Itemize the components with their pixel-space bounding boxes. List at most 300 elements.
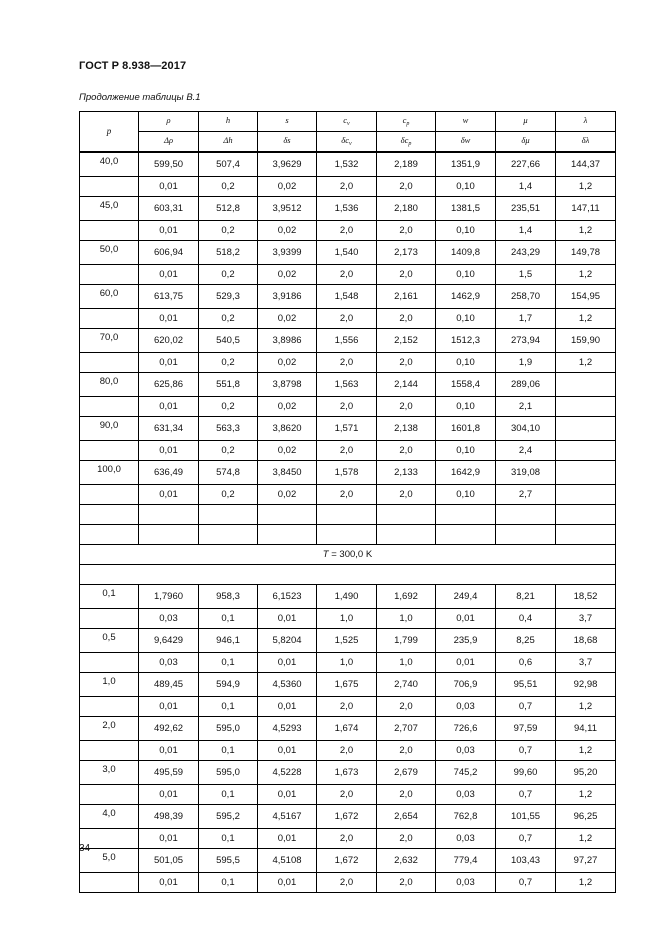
value-cell: 95,51 bbox=[496, 673, 556, 697]
value-cell: 631,34 bbox=[139, 417, 199, 441]
uncertainty-cell: 0,2 bbox=[199, 397, 258, 417]
value-cell: 595,2 bbox=[199, 805, 258, 829]
empty-row bbox=[80, 505, 616, 525]
uncertainty-cell: 2,0 bbox=[317, 829, 377, 849]
value-cell: 529,3 bbox=[199, 285, 258, 309]
uncertainty-cell: 0,01 bbox=[139, 697, 199, 717]
pressure-cell: 100,0 bbox=[80, 461, 139, 485]
uncertainty-cell: 1,0 bbox=[317, 653, 377, 673]
table-row bbox=[80, 285, 616, 309]
header-row-quantities bbox=[80, 112, 616, 132]
uncertainty-cell: 0,10 bbox=[436, 221, 496, 241]
uncertainty-cell: 0,2 bbox=[199, 265, 258, 285]
column-header: μ bbox=[496, 112, 556, 132]
uncertainty-cell: 2,1 bbox=[496, 397, 556, 417]
value-cell: 2,632 bbox=[377, 849, 436, 873]
uncertainty-cell: 0,7 bbox=[496, 785, 556, 805]
uncertainty-cell: 2,7 bbox=[496, 485, 556, 505]
pressure-cell: 3,0 bbox=[80, 761, 139, 785]
column-header: ρ bbox=[139, 112, 199, 132]
table-row bbox=[80, 373, 616, 397]
uncertainty-cell: 2,0 bbox=[377, 829, 436, 849]
table-row bbox=[80, 585, 616, 609]
empty-pressure-cell bbox=[80, 221, 139, 241]
uncertainty-cell: 1,9 bbox=[496, 353, 556, 373]
uncertainty-cell: 2,0 bbox=[317, 441, 377, 461]
uncertainty-row bbox=[80, 221, 616, 241]
value-cell: 1,672 bbox=[317, 849, 377, 873]
value-cell: 1642,9 bbox=[436, 461, 496, 485]
uncertainty-row bbox=[80, 177, 616, 197]
column-header-uncertainty: δμ bbox=[496, 132, 556, 153]
value-cell: 636,49 bbox=[139, 461, 199, 485]
uncertainty-cell: 1,2 bbox=[556, 697, 616, 717]
value-cell: 603,31 bbox=[139, 197, 199, 221]
uncertainty-cell: 0,03 bbox=[139, 653, 199, 673]
empty-pressure-cell bbox=[80, 485, 139, 505]
uncertainty-row bbox=[80, 653, 616, 673]
column-header-p: p bbox=[80, 112, 139, 153]
column-header-uncertainty: δλ bbox=[556, 132, 616, 153]
uncertainty-cell: 1,2 bbox=[556, 785, 616, 805]
table-row bbox=[80, 761, 616, 785]
value-cell: 5,8204 bbox=[258, 629, 317, 653]
value-cell: 551,8 bbox=[199, 373, 258, 397]
uncertainty-cell: 0,02 bbox=[258, 221, 317, 241]
uncertainty-cell: 0,01 bbox=[258, 873, 317, 893]
uncertainty-cell: 0,02 bbox=[258, 485, 317, 505]
empty-rows bbox=[80, 505, 616, 585]
uncertainty-cell: 0,01 bbox=[258, 609, 317, 629]
value-cell: 144,37 bbox=[556, 152, 616, 177]
value-cell: 599,50 bbox=[139, 152, 199, 177]
value-cell: 9,6429 bbox=[139, 629, 199, 653]
uncertainty-row bbox=[80, 829, 616, 849]
value-cell: 2,144 bbox=[377, 373, 436, 397]
value-cell: 489,45 bbox=[139, 673, 199, 697]
uncertainty-cell: 2,0 bbox=[377, 697, 436, 717]
pressure-cell: 1,0 bbox=[80, 673, 139, 697]
uncertainty-cell: 0,4 bbox=[496, 609, 556, 629]
uncertainty-cell: 1,2 bbox=[556, 873, 616, 893]
uncertainty-cell: 0,7 bbox=[496, 873, 556, 893]
empty-pressure-cell bbox=[80, 609, 139, 629]
column-header-uncertainty: Δρ bbox=[139, 132, 199, 153]
uncertainty-cell: 0,01 bbox=[436, 609, 496, 629]
value-cell: 1,490 bbox=[317, 585, 377, 609]
value-cell: 512,8 bbox=[199, 197, 258, 221]
value-cell: 594,9 bbox=[199, 673, 258, 697]
empty-pressure-cell bbox=[80, 697, 139, 717]
uncertainty-cell: 2,4 bbox=[496, 441, 556, 461]
value-cell: 1462,9 bbox=[436, 285, 496, 309]
uncertainty-cell bbox=[556, 485, 616, 505]
pressure-cell: 4,0 bbox=[80, 805, 139, 829]
uncertainty-cell: 2,0 bbox=[377, 397, 436, 417]
pressure-cell: 90,0 bbox=[80, 417, 139, 441]
uncertainty-cell: 0,6 bbox=[496, 653, 556, 673]
uncertainty-cell: 1,5 bbox=[496, 265, 556, 285]
uncertainty-row bbox=[80, 441, 616, 461]
column-header: s bbox=[258, 112, 317, 132]
uncertainty-cell: 2,0 bbox=[317, 353, 377, 373]
column-header-uncertainty: $\delta c_p$ bbox=[377, 132, 436, 153]
value-cell: 4,5293 bbox=[258, 717, 317, 741]
value-cell bbox=[556, 373, 616, 397]
value-cell: 18,52 bbox=[556, 585, 616, 609]
value-cell: 1,799 bbox=[377, 629, 436, 653]
uncertainty-cell: 0,01 bbox=[258, 785, 317, 805]
uncertainty-cell: 2,0 bbox=[377, 353, 436, 373]
uncertainty-cell: 1,2 bbox=[556, 221, 616, 241]
uncertainty-cell: 0,03 bbox=[139, 609, 199, 629]
uncertainty-cell: 0,10 bbox=[436, 353, 496, 373]
uncertainty-cell: 2,0 bbox=[377, 265, 436, 285]
value-cell: 2,654 bbox=[377, 805, 436, 829]
uncertainty-row bbox=[80, 873, 616, 893]
uncertainty-cell: 0,01 bbox=[139, 441, 199, 461]
uncertainty-cell: 2,0 bbox=[317, 309, 377, 329]
empty-pressure-cell bbox=[80, 353, 139, 373]
uncertainty-cell: 0,2 bbox=[199, 309, 258, 329]
value-cell: 4,5360 bbox=[258, 673, 317, 697]
uncertainty-cell bbox=[556, 397, 616, 417]
value-cell: 2,152 bbox=[377, 329, 436, 353]
uncertainty-cell: 0,02 bbox=[258, 265, 317, 285]
value-cell bbox=[556, 417, 616, 441]
column-header: h bbox=[199, 112, 258, 132]
page-number: 34 bbox=[79, 843, 91, 854]
uncertainty-cell: 2,0 bbox=[317, 265, 377, 285]
uncertainty-cell: 0,01 bbox=[139, 397, 199, 417]
uncertainty-row bbox=[80, 697, 616, 717]
data-table bbox=[79, 111, 616, 893]
uncertainty-cell: 0,03 bbox=[436, 829, 496, 849]
value-cell: 3,9399 bbox=[258, 241, 317, 265]
value-cell: 1,673 bbox=[317, 761, 377, 785]
value-cell: 1,536 bbox=[317, 197, 377, 221]
uncertainty-cell: 0,2 bbox=[199, 485, 258, 505]
value-cell: 319,08 bbox=[496, 461, 556, 485]
uncertainty-cell: 0,03 bbox=[436, 697, 496, 717]
uncertainty-cell: 1,2 bbox=[556, 829, 616, 849]
empty-row bbox=[80, 525, 616, 545]
column-header: λ bbox=[556, 112, 616, 132]
uncertainty-cell: 0,1 bbox=[199, 697, 258, 717]
uncertainty-cell: 2,0 bbox=[377, 177, 436, 197]
value-cell: 304,10 bbox=[496, 417, 556, 441]
empty-pressure-cell bbox=[80, 397, 139, 417]
uncertainty-cell: 0,10 bbox=[436, 309, 496, 329]
uncertainty-cell: 1,4 bbox=[496, 221, 556, 241]
uncertainty-cell: 2,0 bbox=[317, 177, 377, 197]
header-row-uncertainties bbox=[80, 132, 616, 153]
uncertainty-cell: 0,1 bbox=[199, 653, 258, 673]
column-header-uncertainty: δs bbox=[258, 132, 317, 153]
uncertainty-cell: 0,01 bbox=[139, 309, 199, 329]
uncertainty-row bbox=[80, 741, 616, 761]
table-row bbox=[80, 805, 616, 829]
uncertainty-cell: 0,01 bbox=[258, 697, 317, 717]
value-cell: 2,180 bbox=[377, 197, 436, 221]
table-row bbox=[80, 241, 616, 265]
uncertainty-cell: 1,2 bbox=[556, 309, 616, 329]
uncertainty-cell bbox=[556, 441, 616, 461]
value-cell: 1558,4 bbox=[436, 373, 496, 397]
uncertainty-cell: 0,10 bbox=[436, 177, 496, 197]
uncertainty-cell: 2,0 bbox=[317, 221, 377, 241]
uncertainty-cell: 2,0 bbox=[377, 785, 436, 805]
table-row bbox=[80, 673, 616, 697]
uncertainty-row bbox=[80, 265, 616, 285]
uncertainty-cell: 0,03 bbox=[436, 741, 496, 761]
empty-pressure-cell bbox=[80, 177, 139, 197]
value-cell: 958,3 bbox=[199, 585, 258, 609]
value-cell: 498,39 bbox=[139, 805, 199, 829]
uncertainty-cell: 0,1 bbox=[199, 829, 258, 849]
value-cell: 154,95 bbox=[556, 285, 616, 309]
pressure-cell: 0,5 bbox=[80, 629, 139, 653]
value-cell: 3,8986 bbox=[258, 329, 317, 353]
uncertainty-cell: 0,2 bbox=[199, 353, 258, 373]
uncertainty-cell: 0,01 bbox=[139, 265, 199, 285]
empty-row bbox=[80, 565, 616, 585]
uncertainty-cell: 1,4 bbox=[496, 177, 556, 197]
uncertainty-cell: 1,2 bbox=[556, 177, 616, 197]
uncertainty-cell: 0,1 bbox=[199, 873, 258, 893]
value-cell: 501,05 bbox=[139, 849, 199, 873]
value-cell: 8,25 bbox=[496, 629, 556, 653]
uncertainty-cell: 0,01 bbox=[139, 221, 199, 241]
value-cell: 3,8450 bbox=[258, 461, 317, 485]
uncertainty-cell: 0,2 bbox=[199, 177, 258, 197]
uncertainty-cell: 2,0 bbox=[317, 397, 377, 417]
value-cell: 18,68 bbox=[556, 629, 616, 653]
uncertainty-cell: 1,0 bbox=[377, 653, 436, 673]
value-cell: 1,525 bbox=[317, 629, 377, 653]
value-cell: 625,86 bbox=[139, 373, 199, 397]
value-cell: 2,133 bbox=[377, 461, 436, 485]
uncertainty-cell: 0,7 bbox=[496, 741, 556, 761]
value-cell: 97,27 bbox=[556, 849, 616, 873]
value-cell: 103,43 bbox=[496, 849, 556, 873]
value-cell: 249,4 bbox=[436, 585, 496, 609]
pressure-cell: 5,0 bbox=[80, 849, 139, 873]
value-cell: 2,161 bbox=[377, 285, 436, 309]
value-cell: 1,571 bbox=[317, 417, 377, 441]
value-cell: 1,548 bbox=[317, 285, 377, 309]
value-cell: 92,98 bbox=[556, 673, 616, 697]
value-cell: 620,02 bbox=[139, 329, 199, 353]
table-row bbox=[80, 197, 616, 221]
pressure-cell: 60,0 bbox=[80, 285, 139, 309]
value-cell: 2,740 bbox=[377, 673, 436, 697]
uncertainty-cell: 0,01 bbox=[258, 741, 317, 761]
value-cell: 2,138 bbox=[377, 417, 436, 441]
table-body-group-1 bbox=[80, 152, 616, 505]
value-cell: 96,25 bbox=[556, 805, 616, 829]
uncertainty-cell: 0,01 bbox=[139, 873, 199, 893]
table-body-group-2 bbox=[80, 585, 616, 893]
column-header: $c_p$ bbox=[377, 112, 436, 132]
value-cell: 2,173 bbox=[377, 241, 436, 265]
value-cell: 762,8 bbox=[436, 805, 496, 829]
value-cell: 149,78 bbox=[556, 241, 616, 265]
uncertainty-cell: 0,01 bbox=[139, 829, 199, 849]
uncertainty-cell: 0,01 bbox=[436, 653, 496, 673]
uncertainty-cell: 2,0 bbox=[317, 873, 377, 893]
table-caption: Продолжение таблицы В.1 bbox=[79, 92, 201, 103]
table-row bbox=[80, 849, 616, 873]
value-cell: 8,21 bbox=[496, 585, 556, 609]
uncertainty-cell: 3,7 bbox=[556, 609, 616, 629]
value-cell: 779,4 bbox=[436, 849, 496, 873]
empty-pressure-cell bbox=[80, 309, 139, 329]
uncertainty-row bbox=[80, 485, 616, 505]
uncertainty-cell: 0,01 bbox=[139, 485, 199, 505]
value-cell: 1381,5 bbox=[436, 197, 496, 221]
value-cell: 1601,8 bbox=[436, 417, 496, 441]
value-cell: 4,5228 bbox=[258, 761, 317, 785]
uncertainty-cell: 0,01 bbox=[139, 785, 199, 805]
value-cell: 235,51 bbox=[496, 197, 556, 221]
uncertainty-cell: 0,2 bbox=[199, 221, 258, 241]
value-cell: 4,5167 bbox=[258, 805, 317, 829]
value-cell: 574,8 bbox=[199, 461, 258, 485]
table-row bbox=[80, 629, 616, 653]
value-cell: 595,0 bbox=[199, 717, 258, 741]
table-row bbox=[80, 717, 616, 741]
uncertainty-row bbox=[80, 609, 616, 629]
uncertainty-cell: 0,10 bbox=[436, 397, 496, 417]
value-cell: 4,5108 bbox=[258, 849, 317, 873]
pressure-cell: 0,1 bbox=[80, 585, 139, 609]
value-cell: 613,75 bbox=[139, 285, 199, 309]
uncertainty-cell: 1,2 bbox=[556, 353, 616, 373]
column-header-uncertainty: δw bbox=[436, 132, 496, 153]
value-cell: 97,59 bbox=[496, 717, 556, 741]
value-cell: 235,9 bbox=[436, 629, 496, 653]
uncertainty-cell: 2,0 bbox=[377, 441, 436, 461]
uncertainty-cell: 2,0 bbox=[377, 485, 436, 505]
uncertainty-cell: 0,01 bbox=[139, 177, 199, 197]
uncertainty-cell: 1,2 bbox=[556, 265, 616, 285]
value-cell: 1,578 bbox=[317, 461, 377, 485]
value-cell: 1,674 bbox=[317, 717, 377, 741]
value-cell: 3,9629 bbox=[258, 152, 317, 177]
empty-pressure-cell bbox=[80, 873, 139, 893]
value-cell: 495,59 bbox=[139, 761, 199, 785]
uncertainty-cell: 0,1 bbox=[199, 609, 258, 629]
empty-pressure-cell bbox=[80, 265, 139, 285]
uncertainty-cell: 0,02 bbox=[258, 397, 317, 417]
value-cell: 1409,8 bbox=[436, 241, 496, 265]
uncertainty-cell: 0,10 bbox=[436, 441, 496, 461]
uncertainty-cell: 0,03 bbox=[436, 785, 496, 805]
uncertainty-cell: 2,0 bbox=[377, 309, 436, 329]
value-cell: 3,9512 bbox=[258, 197, 317, 221]
uncertainty-row bbox=[80, 309, 616, 329]
uncertainty-cell: 0,7 bbox=[496, 829, 556, 849]
uncertainty-cell: 1,0 bbox=[377, 609, 436, 629]
table-row bbox=[80, 461, 616, 485]
uncertainty-cell: 1,2 bbox=[556, 741, 616, 761]
value-cell: 595,0 bbox=[199, 761, 258, 785]
column-header-uncertainty: Δh bbox=[199, 132, 258, 153]
value-cell: 540,5 bbox=[199, 329, 258, 353]
value-cell: 227,66 bbox=[496, 152, 556, 177]
empty-pressure-cell bbox=[80, 741, 139, 761]
value-cell: 1,675 bbox=[317, 673, 377, 697]
value-cell: 1512,3 bbox=[436, 329, 496, 353]
value-cell: 1,532 bbox=[317, 152, 377, 177]
empty-pressure-cell bbox=[80, 653, 139, 673]
value-cell: 1,692 bbox=[377, 585, 436, 609]
value-cell: 518,2 bbox=[199, 241, 258, 265]
value-cell: 563,3 bbox=[199, 417, 258, 441]
value-cell: 94,11 bbox=[556, 717, 616, 741]
value-cell: 2,679 bbox=[377, 761, 436, 785]
uncertainty-cell: 1,0 bbox=[317, 609, 377, 629]
value-cell: 2,189 bbox=[377, 152, 436, 177]
uncertainty-cell: 0,02 bbox=[258, 177, 317, 197]
value-cell: 595,5 bbox=[199, 849, 258, 873]
value-cell: 273,94 bbox=[496, 329, 556, 353]
value-cell: 159,90 bbox=[556, 329, 616, 353]
uncertainty-cell: 3,7 bbox=[556, 653, 616, 673]
uncertainty-cell: 0,1 bbox=[199, 785, 258, 805]
uncertainty-cell: 0,7 bbox=[496, 697, 556, 717]
uncertainty-cell: 2,0 bbox=[377, 741, 436, 761]
value-cell: 1,540 bbox=[317, 241, 377, 265]
pressure-cell: 2,0 bbox=[80, 717, 139, 741]
uncertainty-row bbox=[80, 353, 616, 373]
uncertainty-cell: 2,0 bbox=[317, 741, 377, 761]
temperature-section-label: T = 300,0 K bbox=[80, 545, 616, 565]
pressure-cell: 45,0 bbox=[80, 197, 139, 221]
table-row bbox=[80, 152, 616, 177]
document-header: ГОСТ Р 8.938—2017 bbox=[79, 60, 187, 72]
uncertainty-cell: 2,0 bbox=[377, 221, 436, 241]
uncertainty-cell: 2,0 bbox=[317, 697, 377, 717]
value-cell: 726,6 bbox=[436, 717, 496, 741]
column-header: w bbox=[436, 112, 496, 132]
uncertainty-cell: 0,02 bbox=[258, 309, 317, 329]
value-cell: 101,55 bbox=[496, 805, 556, 829]
uncertainty-cell: 0,01 bbox=[258, 653, 317, 673]
empty-pressure-cell bbox=[80, 441, 139, 461]
uncertainty-cell: 0,10 bbox=[436, 265, 496, 285]
column-header-uncertainty: $\delta c_v$ bbox=[317, 132, 377, 153]
value-cell: 492,62 bbox=[139, 717, 199, 741]
uncertainty-cell: 1,7 bbox=[496, 309, 556, 329]
uncertainty-cell: 2,0 bbox=[377, 873, 436, 893]
value-cell: 706,9 bbox=[436, 673, 496, 697]
pressure-cell: 40,0 bbox=[80, 152, 139, 177]
value-cell: 1,7960 bbox=[139, 585, 199, 609]
uncertainty-row bbox=[80, 785, 616, 805]
uncertainty-cell: 0,02 bbox=[258, 441, 317, 461]
uncertainty-cell: 2,0 bbox=[317, 485, 377, 505]
temperature-section-row bbox=[80, 545, 616, 565]
value-cell: 99,60 bbox=[496, 761, 556, 785]
table-row bbox=[80, 417, 616, 441]
value-cell: 1,672 bbox=[317, 805, 377, 829]
table-row bbox=[80, 329, 616, 353]
value-cell: 2,707 bbox=[377, 717, 436, 741]
value-cell bbox=[556, 461, 616, 485]
value-cell: 3,8798 bbox=[258, 373, 317, 397]
